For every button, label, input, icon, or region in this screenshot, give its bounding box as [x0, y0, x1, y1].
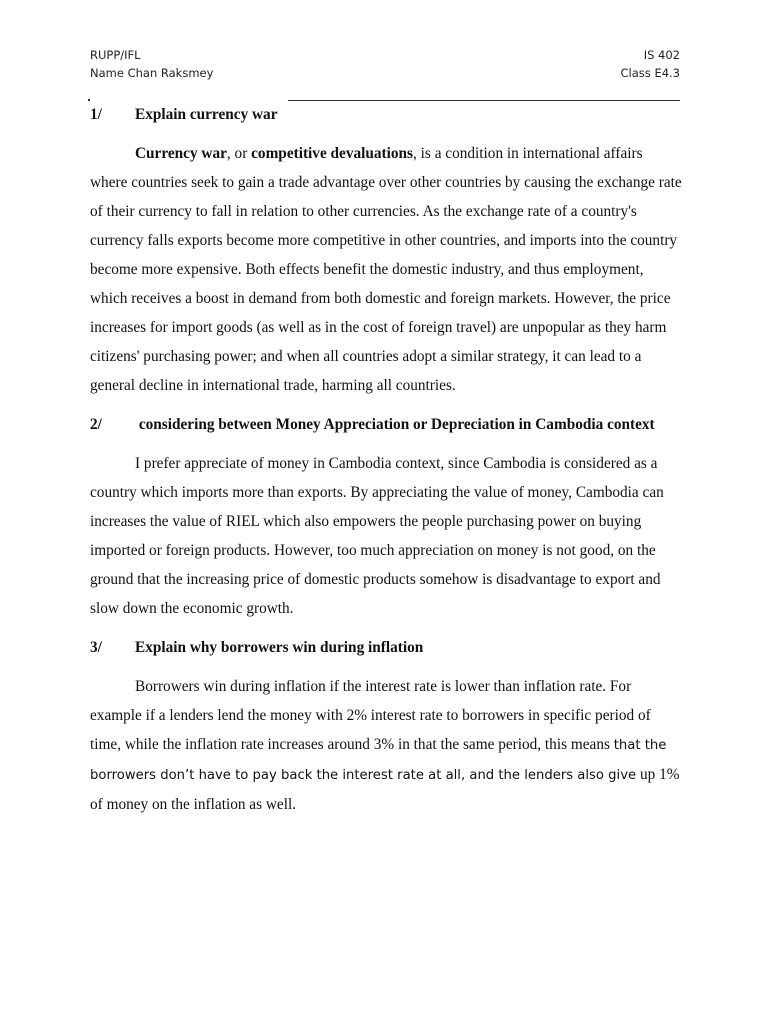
page-header	[90, 46, 680, 82]
section-2-title: considering between Money Appreciation or Depreciation in Cambodia context	[138, 416, 655, 433]
section-3-paragraph	[90, 672, 682, 819]
term-separator: , or	[226, 145, 252, 162]
section-1-title: Explain currency war	[135, 106, 278, 123]
section-1-paragraph	[90, 139, 682, 400]
section-3-number: 3/	[90, 639, 102, 656]
section-1-body: , is a condition in international affairs where countries seek to gain a trade advantage over other countries by causing the exchange rate of their currency to fall in relation to other currencies. As the exchange rate of a country's currency falls exports become more competitive in other countries, and imports into the country become more expensive. Both effects benefit the domestic industry, and thus employment, which receives a boost in demand from both domestic and foreign markets. However, the price increases for import goods (as well as in the cost of foreign travel) are unpopular as they harm citizens' purchasing power; and when all countries adopt a similar strategy, it can lead to a general decline in international trade, harming all countries.	[90, 145, 682, 394]
document-body	[90, 100, 682, 819]
section-3-body-part1: Borrowers win during inflation if the interest rate is lower than inflation rate. For example if a lenders lend the money with 2% interest rate to borrowers in specific period of time, while the inflation rate increases around 3% in that the same period, this means	[90, 678, 651, 753]
section-1-heading	[90, 100, 682, 129]
header-row-2	[90, 64, 680, 82]
section-2-heading	[90, 410, 682, 439]
section-3-heading	[90, 633, 682, 662]
section-3-body-part2: that the borrowers don’t have to pay back the interest rate at all, and the lenders also give	[90, 738, 667, 783]
section-1-number: 1/	[90, 106, 102, 123]
course-code: IS 402	[643, 48, 680, 62]
section-3-title: Explain why borrowers win during inflation	[135, 639, 424, 656]
term-currency-war: Currency war	[135, 145, 227, 162]
term-competitive-devaluations: competitive devaluations	[251, 145, 414, 162]
header-row-1	[90, 46, 680, 64]
section-2-number: 2/	[90, 416, 102, 433]
institution-label: RUPP/IFL	[90, 48, 141, 62]
section-3-body-part3: up 1% of money on the inflation as well.	[90, 766, 680, 813]
class-label: Class E4.3	[620, 66, 680, 80]
section-2-paragraph: I prefer appreciate of money in Cambodia context, since Cambodia is considered as a country which imports more than exports. By appreciating the value of money, Cambodia can increases the value of RIEL which also empowers the people purchasing power on buying imported or foreign products. However, too much appreciation on money is not good, on the ground that the increasing price of domestic products somehow is disadvantage to export and slow down the economic growth.	[90, 455, 664, 617]
student-name: Name Chan Raksmey	[90, 66, 214, 80]
